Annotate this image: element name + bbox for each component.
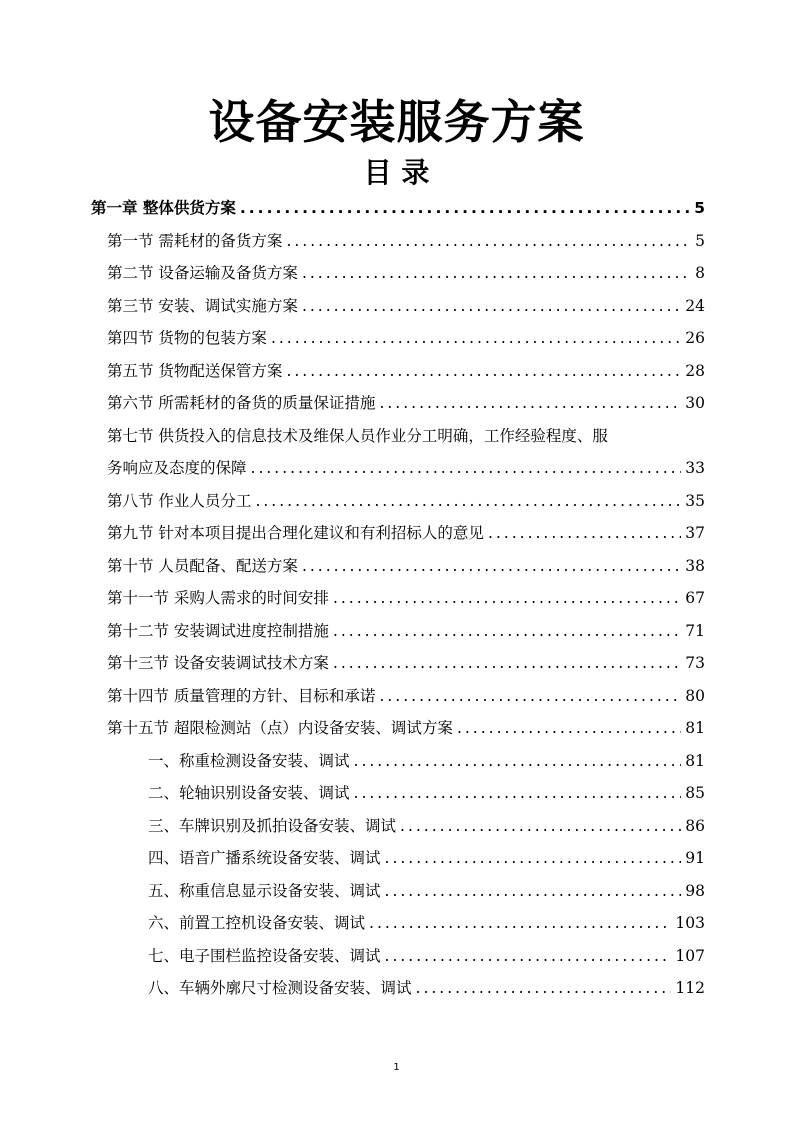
toc-label: 第一章 整体供货方案 xyxy=(91,199,236,217)
toc-label: 第四节 货物的包装方案 xyxy=(107,329,267,347)
toc-section-14[interactable] xyxy=(107,680,705,712)
toc-label: 第七节 供货投入的信息技术及维保人员作业分工明确，工作经验程度、服 xyxy=(107,426,608,445)
toc-page: 38 xyxy=(685,556,705,575)
toc-page: 35 xyxy=(685,491,705,510)
toc-label: 第十三节 设备安装调试技术方案 xyxy=(107,654,329,672)
toc-label: 第八节 作业人员分工 xyxy=(107,491,252,510)
toc-label: 第十二节 安装调试进度控制措施 xyxy=(107,621,329,640)
toc-section-7-continuation[interactable] xyxy=(107,452,705,484)
toc-leader xyxy=(333,582,681,614)
toc-leader xyxy=(457,712,681,744)
toc-label: 一、称重检测设备安装、调试 xyxy=(148,751,350,770)
toc-label: 第五节 货物配送保管方案 xyxy=(107,361,283,380)
toc-page: 8 xyxy=(695,264,705,282)
toc-leader xyxy=(286,355,681,387)
toc-leader xyxy=(379,387,681,419)
toc-section-12[interactable] xyxy=(107,615,705,647)
toc-label: 务响应及态度的保障 xyxy=(107,459,247,477)
toc-leader xyxy=(400,810,681,842)
toc-section-2[interactable] xyxy=(107,257,705,289)
toc-label: 第十五节 超限检测站（点）内设备安装、调试方案 xyxy=(107,719,453,737)
toc-page: 33 xyxy=(685,459,705,477)
toc-label: 第六节 所需耗材的备货的质量保证措施 xyxy=(107,394,376,412)
toc-page: 103 xyxy=(675,914,705,932)
toc-subsection-2[interactable] xyxy=(148,777,705,809)
toc-section-11[interactable] xyxy=(107,582,705,614)
toc-page: 28 xyxy=(685,361,705,380)
toc-label: 八、车辆外廓尺寸检测设备安装、调试 xyxy=(148,979,412,997)
toc-page: 30 xyxy=(685,394,705,412)
toc-page: 91 xyxy=(685,849,705,867)
toc-label: 第十一节 采购人需求的时间安排 xyxy=(107,589,329,607)
toc-leader xyxy=(302,550,681,582)
toc-leader xyxy=(302,290,681,322)
toc-leader xyxy=(416,972,672,1004)
toc-leader xyxy=(354,777,682,809)
toc-leader xyxy=(385,842,682,874)
toc-label: 第一节 需耗材的备货方案 xyxy=(107,231,283,250)
toc-section-5[interactable] xyxy=(107,355,705,387)
toc-page: 71 xyxy=(685,621,705,640)
toc-section-1[interactable] xyxy=(107,225,705,257)
toc-page: 107 xyxy=(675,946,705,965)
toc-page: 81 xyxy=(685,719,705,737)
toc-subsection-7[interactable] xyxy=(148,940,705,972)
toc-subsection-3[interactable] xyxy=(148,810,705,842)
toc-page: 86 xyxy=(685,816,705,835)
toc-subsection-8[interactable] xyxy=(148,972,705,1004)
toc-leader xyxy=(286,225,691,257)
toc-leader xyxy=(251,452,682,484)
toc-section-3[interactable] xyxy=(107,290,705,322)
toc-leader xyxy=(385,875,682,907)
toc-page: 5 xyxy=(695,231,705,250)
toc-label: 二、轮轴识别设备安装、调试 xyxy=(148,784,350,802)
page-number: 1 xyxy=(393,1062,400,1073)
toc-page: 5 xyxy=(694,199,705,217)
toc-label: 第二节 设备运输及备货方案 xyxy=(107,264,298,282)
toc-heading: 目 录 xyxy=(363,156,430,189)
toc-label: 第九节 针对本项目提出合理化建议和有利招标人的意见 xyxy=(107,524,484,542)
toc-section-13[interactable] xyxy=(107,647,705,679)
toc-page: 73 xyxy=(685,654,705,672)
toc-page: 67 xyxy=(685,589,705,607)
toc-label: 第三节 安装、调试实施方案 xyxy=(107,296,298,315)
toc-page: 24 xyxy=(685,296,705,315)
toc-section-6[interactable] xyxy=(107,387,705,419)
toc-section-9[interactable] xyxy=(107,517,705,549)
toc-label: 三、车牌识别及抓拍设备安装、调试 xyxy=(148,816,397,835)
toc-label: 六、前置工控机设备安装、调试 xyxy=(148,914,366,932)
toc-page: 98 xyxy=(685,881,705,900)
toc-page: 26 xyxy=(685,329,705,347)
toc-section-10[interactable] xyxy=(107,550,705,582)
toc-page: 81 xyxy=(685,751,705,770)
toc-subsection-4[interactable] xyxy=(148,842,705,874)
toc-page: 85 xyxy=(685,784,705,802)
document-title: 设备安装服务方案 xyxy=(208,95,585,149)
toc-label: 第十四节 质量管理的方针、目标和承诺 xyxy=(107,686,376,705)
toc-chapter-1[interactable] xyxy=(91,192,705,224)
toc-leader xyxy=(255,485,681,517)
toc-label: 七、电子围栏监控设备安装、调试 xyxy=(148,946,381,965)
toc-section-7[interactable] xyxy=(107,420,705,452)
toc-leader xyxy=(354,745,682,777)
toc-section-4[interactable] xyxy=(107,322,705,354)
toc-page: 112 xyxy=(675,979,705,997)
toc-subsection-6[interactable] xyxy=(148,907,705,939)
toc-leader xyxy=(271,322,681,354)
toc-leader xyxy=(302,257,691,289)
toc-subsection-1[interactable] xyxy=(148,745,705,777)
toc-leader xyxy=(240,192,690,224)
toc-section-15[interactable] xyxy=(107,712,705,744)
toc-page: 37 xyxy=(685,524,705,542)
toc-leader xyxy=(333,615,681,647)
toc-leader xyxy=(379,680,681,712)
toc-page: 80 xyxy=(685,686,705,705)
toc-label: 第十节 人员配备、配送方案 xyxy=(107,556,298,575)
toc-label: 五、称重信息显示设备安装、调试 xyxy=(148,881,381,900)
toc-leader xyxy=(385,940,672,972)
toc-leader xyxy=(488,517,681,549)
toc-subsection-5[interactable] xyxy=(148,875,705,907)
toc-label: 四、语音广播系统设备安装、调试 xyxy=(148,849,381,867)
toc-section-8[interactable] xyxy=(107,485,705,517)
toc-leader xyxy=(333,647,681,679)
toc-leader xyxy=(369,907,671,939)
